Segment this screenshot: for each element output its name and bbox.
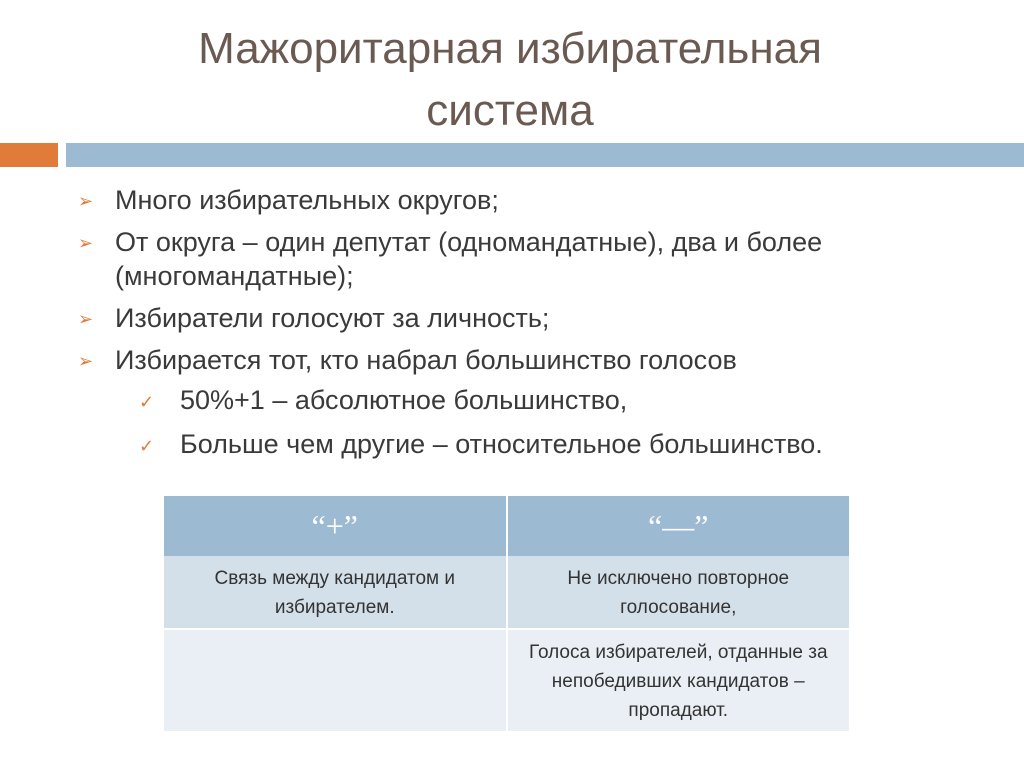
bullet-item (78, 301, 998, 335)
bullet-text: Избирается тот, кто набрал большинство голосов (115, 345, 737, 375)
bullet-item (78, 183, 998, 217)
table-header-row (164, 496, 849, 556)
slide-title-line-2: система (426, 86, 594, 135)
arrow-bullet-icon: ➢ (78, 191, 94, 211)
pros-cons-table (164, 496, 849, 731)
accent-bar-blue (66, 143, 1024, 167)
sub-bullet-item (115, 383, 998, 417)
table-cell (164, 629, 507, 731)
bullet-text: Много избирательных округов; (115, 185, 499, 215)
slide-title (60, 18, 960, 142)
arrow-bullet-icon: ➢ (78, 309, 94, 329)
pros-header: “+” (164, 496, 507, 556)
sub-bullet-text: 50%+1 – абсолютное большинство, (180, 385, 628, 415)
bullet-text: Избиратели голосуют за личность; (115, 303, 550, 333)
table-row (164, 629, 849, 731)
table-row (164, 556, 849, 629)
bullet-item (78, 225, 998, 293)
table-cell: Связь между кандидатом и избирателем. (164, 556, 507, 629)
check-mark-icon: ✓ (139, 392, 155, 412)
sub-bullet-item (115, 427, 998, 461)
arrow-bullet-icon: ➢ (78, 233, 94, 253)
sub-bullet-text: Больше чем другие – относительное большинство. (180, 429, 823, 459)
accent-bar-orange (0, 143, 58, 167)
cons-header: “—” (507, 496, 850, 556)
arrow-bullet-icon: ➢ (78, 351, 94, 371)
table-cell: Не исключено повторное голосование, (507, 556, 850, 629)
bullet-item (78, 343, 998, 461)
bullet-text: От округа – один депутат (одномандатные), два и более (многомандатные); (115, 227, 823, 291)
slide-title-line-1: Мажоритарная избирательная (198, 24, 822, 73)
table-cell: Голоса избирателей, отданные за непобедивших кандидатов – пропадают. (507, 629, 850, 731)
bullet-list (78, 183, 998, 471)
sub-bullet-list (115, 383, 998, 461)
check-mark-icon: ✓ (139, 436, 155, 456)
